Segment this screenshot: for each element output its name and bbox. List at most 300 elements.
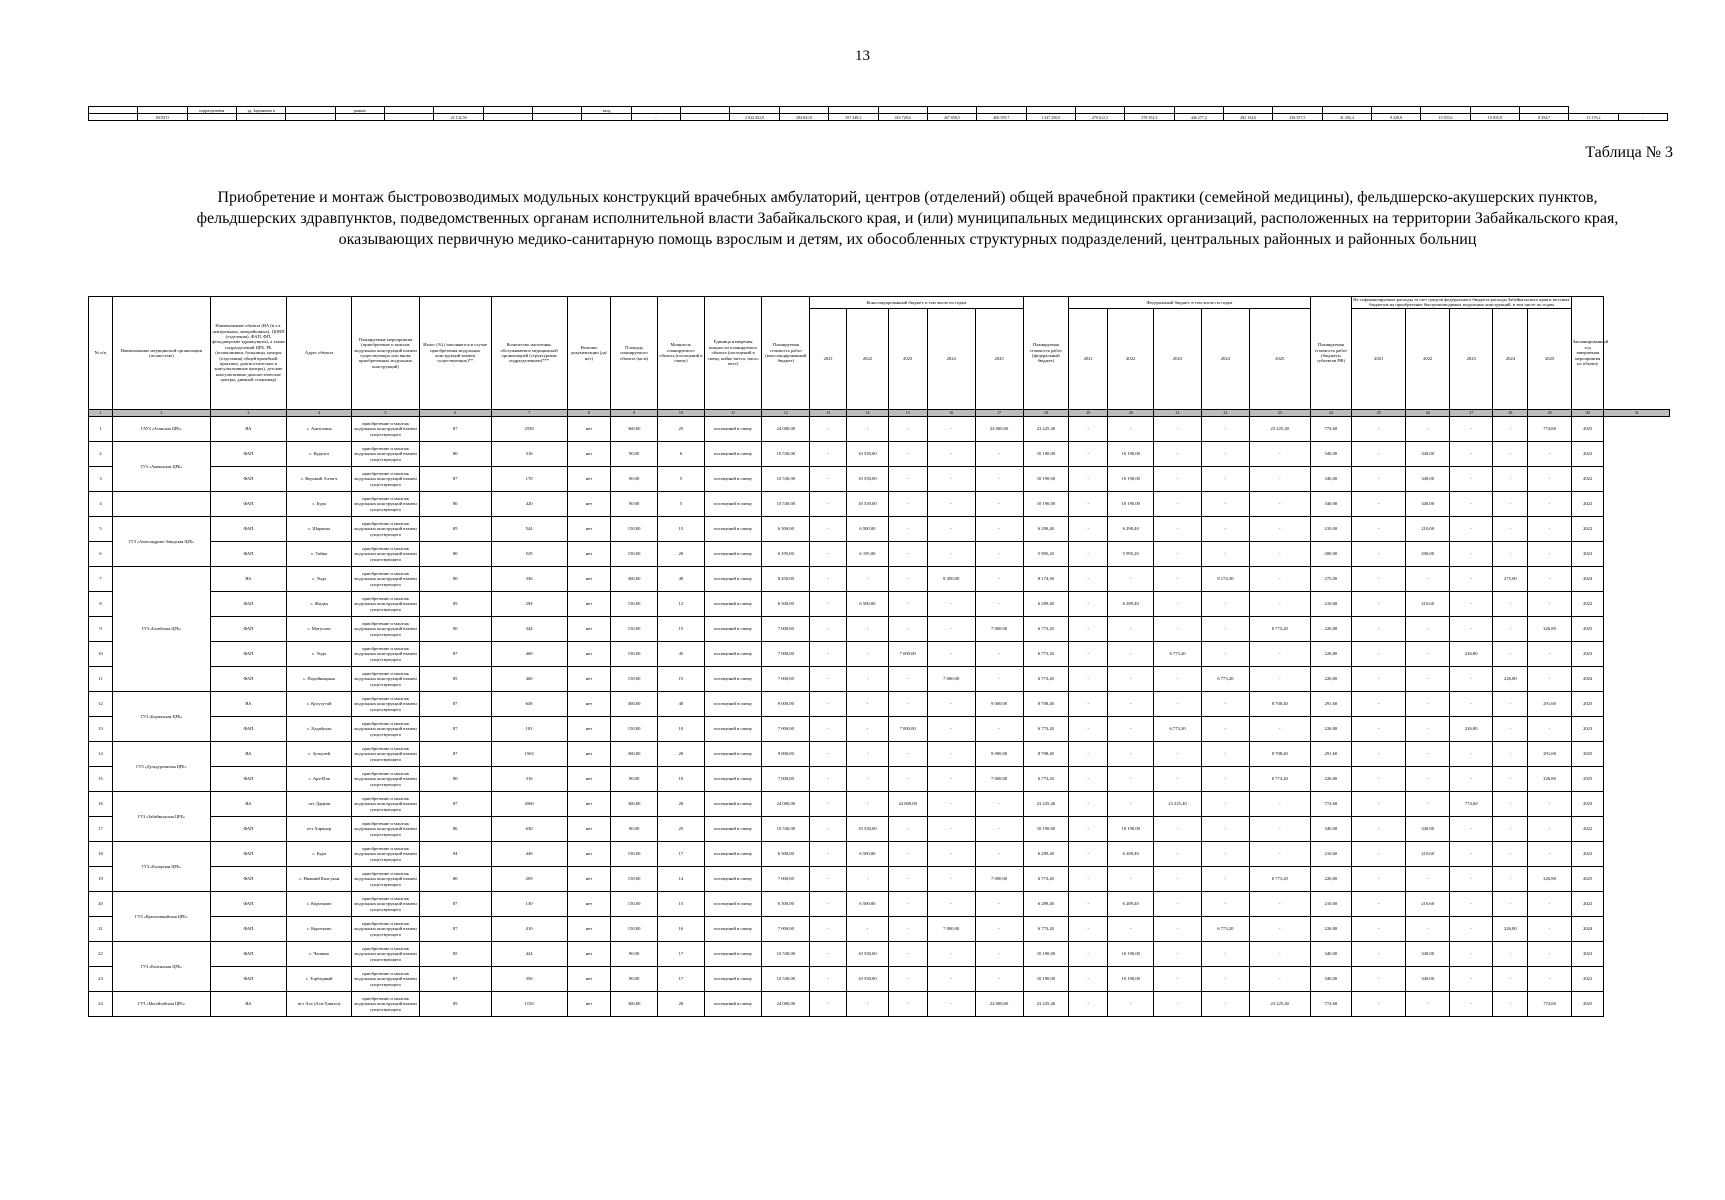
table-cell: приобретение и монтаж модульных конструкций взамен существующего	[352, 616, 419, 641]
table-cell: 23	[89, 966, 113, 991]
table-cell: 2023	[1571, 641, 1604, 666]
table-cell: 23 225,40	[1154, 791, 1202, 816]
table-cell: 25	[657, 816, 704, 841]
table-cell: 150,00	[611, 866, 658, 891]
fragment-cell: уд. Заразянова в	[237, 107, 286, 114]
table-cell: 8 450,00	[762, 566, 810, 591]
table-cell: ВА	[210, 741, 286, 766]
table-cell: посещений в смену	[704, 641, 762, 666]
table-row	[89, 791, 1670, 816]
table-cell: -	[1069, 466, 1108, 491]
table-cell: 87	[419, 716, 491, 741]
table-cell: 80	[419, 541, 491, 566]
table-cell: -	[1493, 641, 1528, 666]
document-title: Приобретение и монтаж быстровозводимых модульных конструкций врачебных амбулаторий, центров (отделений) общей врачебной практики (семейной медицины), фельдшерско-акушерских пунктов, фельдшерских здравпунктов, подведомственных органам исполнительной власти Забайкальского края, и (или) муниципальных медицинских организаций, расположенных на территории Забайкальского края, оказывающих первичную медико-санитарную помощь взрослым и детям, их обособленных структурных подразделений, центральных районных и районных больниц	[196, 189, 1619, 248]
table-cell: -	[1406, 666, 1450, 691]
column-number: 20	[1108, 409, 1154, 416]
table-cell: 10	[657, 766, 704, 791]
column-number: 4	[287, 409, 352, 416]
table-row	[89, 591, 1670, 616]
year-header: 2023	[888, 308, 927, 409]
table-cell: -	[888, 916, 927, 941]
table-cell: 17	[657, 941, 704, 966]
table-cell: 18	[89, 841, 113, 866]
table-cell: -	[1493, 441, 1528, 466]
table-cell: -	[927, 841, 975, 866]
table-cell: 1563	[491, 741, 567, 766]
fragment-cell	[927, 107, 976, 114]
year-header: 2024	[927, 308, 975, 409]
table-cell: 181	[491, 716, 567, 741]
table-cell: -	[975, 916, 1023, 941]
table-cell: приобретение и монтаж модульных конструкций взамен существующего	[352, 516, 419, 541]
table-cell: с. Бура	[287, 491, 352, 516]
table-cell: -	[1108, 866, 1154, 891]
table-cell: 2022	[1571, 966, 1604, 991]
table-cell: 7 000,00	[762, 616, 810, 641]
table-cell: -	[888, 941, 927, 966]
table-cell: приобретение и монтаж модульных конструкций взамен существующего	[352, 666, 419, 691]
table-cell: 45	[657, 641, 704, 666]
table-cell: 10 530,00	[762, 491, 810, 516]
table-cell: ФАП	[210, 541, 286, 566]
table-cell: -	[1352, 516, 1406, 541]
table-row	[89, 766, 1670, 791]
table-cell: ФАП	[210, 641, 286, 666]
table-cell: 6 500,00	[847, 841, 888, 866]
table-cell: -	[888, 966, 927, 991]
table-cell: ФАП	[210, 966, 286, 991]
table-cell: -	[1352, 591, 1406, 616]
table-cell: 6 289,40	[1023, 891, 1069, 916]
table-cell: -	[1249, 941, 1310, 966]
table-cell: 226,80	[1310, 641, 1351, 666]
table-cell: -	[1352, 791, 1406, 816]
table-cell: -	[1154, 566, 1202, 591]
table-cell: -	[847, 641, 888, 666]
table-cell: -	[1352, 616, 1406, 641]
table-cell: -	[1069, 541, 1108, 566]
table-cell: -	[1352, 641, 1406, 666]
column-number: 30	[1571, 409, 1604, 416]
table-cell: нет	[567, 541, 611, 566]
organization-cell: ГУЗ «Акшинская ЦРБ»	[112, 441, 210, 491]
table-cell: -	[1352, 916, 1406, 941]
table-cell: 2025	[1571, 691, 1604, 716]
table-cell: -	[927, 466, 975, 491]
table-cell: -	[1352, 441, 1406, 466]
table-cell: -	[1249, 491, 1310, 516]
table-cell: ФАП	[210, 841, 286, 866]
table-cell: 87	[419, 641, 491, 666]
table-cell: 6 289,40	[1108, 841, 1154, 866]
table-cell: 9 000,00	[975, 741, 1023, 766]
table-cell: ВА	[210, 991, 286, 1016]
table-cell: с. Амитхаша	[287, 416, 352, 441]
table-cell: 17	[657, 841, 704, 866]
table-cell: -	[810, 766, 847, 791]
table-cell: 10 190,00	[1108, 466, 1154, 491]
table-cell: -	[1201, 491, 1249, 516]
column-number: 23	[1249, 409, 1310, 416]
table-cell: 226,80	[1449, 641, 1493, 666]
table-cell: 275,00	[1310, 566, 1351, 591]
fragment-cell	[631, 107, 680, 114]
organization-cell: ГУЗ «Забайкальская ЦРБ»	[112, 791, 210, 841]
table-cell: -	[1069, 516, 1108, 541]
table-cell: 340,00	[1406, 941, 1450, 966]
table-cell: -	[975, 491, 1023, 516]
fragment-cell	[730, 107, 779, 114]
table-cell: с. Верхний Алтагч	[287, 466, 352, 491]
table-cell: -	[1528, 541, 1572, 566]
table-cell: 6 773,20	[1201, 666, 1249, 691]
table-cell: 210,60	[1310, 841, 1351, 866]
fragment-cell	[89, 107, 138, 114]
fragment-cell: 22 132,50	[434, 114, 483, 121]
table-cell: -	[1249, 441, 1310, 466]
table-cell: 150,00	[611, 666, 658, 691]
table-cell: -	[1069, 491, 1108, 516]
table-cell: -	[1493, 491, 1528, 516]
table-cell: 6 195,00	[847, 541, 888, 566]
table-cell: -	[1069, 566, 1108, 591]
table-cell: -	[1154, 416, 1202, 441]
table-cell: -	[927, 516, 975, 541]
table-cell: 84	[419, 841, 491, 866]
column-number: 15	[888, 409, 927, 416]
table-cell: -	[927, 541, 975, 566]
table-row	[89, 416, 1670, 441]
column-number: 27	[1449, 409, 1493, 416]
column-number: 21	[1154, 409, 1202, 416]
table-cell: 24 000,00	[888, 791, 927, 816]
table-cell: -	[1528, 591, 1572, 616]
table-cell: -	[810, 741, 847, 766]
table-cell: 23 225,40	[1023, 416, 1069, 441]
fragment-cell	[829, 107, 878, 114]
table-cell: ФАП	[210, 941, 286, 966]
table-row	[89, 966, 1670, 991]
table-cell: -	[1069, 441, 1108, 466]
table-cell: -	[1069, 416, 1108, 441]
table-row	[89, 641, 1670, 666]
table-cell: -	[1154, 541, 1202, 566]
table-cell: 13	[89, 716, 113, 741]
fragment-cell	[681, 114, 730, 121]
table-cell: ФАП	[210, 766, 286, 791]
table-cell: приобретение и монтаж модульных конструкций взамен существующего	[352, 866, 419, 891]
fragment-cell: 13 176,2	[1569, 114, 1618, 121]
col-header-wear: Износ (%) (заполняется в случае приобретения модульных конструкций взамен существующих)**	[419, 297, 491, 410]
table-cell: нет	[567, 641, 611, 666]
table-cell: посещений в смену	[704, 566, 762, 591]
table-cell: посещений в смену	[704, 541, 762, 566]
table-cell: 5	[89, 516, 113, 541]
table-cell: -	[810, 666, 847, 691]
table-cell: 10 190,00	[1023, 941, 1069, 966]
table-cell: -	[1528, 916, 1572, 941]
fragment-cell	[977, 107, 1026, 114]
table-cell: 10 530,00	[847, 491, 888, 516]
table-cell: 6 773,20	[1023, 916, 1069, 941]
fragment-cell	[335, 114, 384, 121]
table-cell: -	[1528, 566, 1572, 591]
col-header-works: Планируемые мероприятия (приобретение и монтаж модульных конструкций взамен существующих или вновь приобретенных модульных конструкций)	[352, 297, 419, 410]
table-cell: 210,60	[1310, 591, 1351, 616]
table-cell: 350	[491, 966, 567, 991]
column-number: 26	[1406, 409, 1450, 416]
table-cell: пгт Харанор	[287, 816, 352, 841]
table-cell: 360,00	[611, 791, 658, 816]
table-cell: 15	[89, 766, 113, 791]
fragment-cell	[286, 114, 335, 121]
table-cell: 291,60	[1310, 741, 1351, 766]
table-cell: 8 174,30	[1023, 566, 1069, 591]
table-cell: с. Зуткулей	[287, 741, 352, 766]
fragment-cell: 10 835,8	[1470, 114, 1519, 121]
table-cell: 19	[89, 866, 113, 891]
table-cell: 10 530,00	[847, 816, 888, 841]
table-cell: 6 773,20	[1201, 916, 1249, 941]
table-cell: 80	[419, 441, 491, 466]
col-header-federal: Федеральный бюджет, в том числе по годам	[1069, 297, 1310, 309]
table-cell: с. Унда	[287, 641, 352, 666]
column-number: 7	[491, 409, 567, 416]
table-cell: ФАП	[210, 716, 286, 741]
table-cell: 209	[491, 866, 567, 891]
table-cell: 420	[491, 491, 567, 516]
fragment-cell: 578 352,3	[1125, 114, 1174, 121]
table-cell: приобретение и монтаж модульных конструкций взамен существующего	[352, 916, 419, 941]
table-cell: -	[1249, 966, 1310, 991]
table-cell: 291,60	[1528, 741, 1572, 766]
table-cell: -	[1069, 966, 1108, 991]
table-cell: -	[1352, 491, 1406, 516]
table-cell: -	[927, 816, 975, 841]
table-cell: ФАП	[210, 866, 286, 891]
table-cell: -	[1154, 991, 1202, 1016]
table-cell: -	[1406, 991, 1450, 1016]
table-cell: нет	[567, 691, 611, 716]
table-cell: 226,80	[1310, 766, 1351, 791]
table-cell: приобретение и монтаж модульных конструкций взамен существующего	[352, 441, 419, 466]
table-cell: 360,00	[611, 416, 658, 441]
col-header-population: Количество населения, обслуживаемое медицинской организацией (структурным подразделением)***	[491, 297, 567, 410]
table-cell: -	[1108, 766, 1154, 791]
table-cell: 210,60	[1406, 891, 1450, 916]
table-cell: -	[975, 941, 1023, 966]
table-cell: -	[810, 916, 847, 941]
table-cell: -	[1493, 791, 1528, 816]
fragment-cell	[483, 114, 532, 121]
table-cell: 8	[89, 591, 113, 616]
table-cell: нет	[567, 941, 611, 966]
table-cell: 24 000,00	[975, 991, 1023, 1016]
table-cell: приобретение и монтаж модульных конструкций взамен существующего	[352, 741, 419, 766]
table-cell: -	[1352, 966, 1406, 991]
table-cell: посещений в смену	[704, 491, 762, 516]
table-cell: 6 500,00	[847, 516, 888, 541]
table-cell: 6 195,00	[762, 541, 810, 566]
fragment-cell: -	[1618, 114, 1667, 121]
table-cell: 8 450,00	[927, 566, 975, 591]
table-cell: 2022	[1571, 816, 1604, 841]
table-cell: -	[1249, 841, 1310, 866]
table-cell: -	[810, 891, 847, 916]
table-cell: 15	[657, 666, 704, 691]
table-cell: 6 773,20	[1023, 616, 1069, 641]
table-cell: -	[927, 491, 975, 516]
table-cell: -	[1154, 466, 1202, 491]
fragment-cell	[237, 114, 286, 121]
table-cell: -	[1201, 741, 1249, 766]
table-cell: 340,00	[1310, 941, 1351, 966]
table-cell: с. Ара-Иля	[287, 766, 352, 791]
table-cell: 10 530,00	[762, 466, 810, 491]
table-cell: -	[1352, 766, 1406, 791]
table-cell: 10 190,00	[1108, 491, 1154, 516]
fragment-cell	[1421, 107, 1470, 114]
table-cell: 12	[657, 591, 704, 616]
table-cell: -	[1493, 591, 1528, 616]
table-cell: 6 500,00	[762, 516, 810, 541]
col-header-regional: Не софинансируемые расходы за счет средств федерального бюджета расходы Забайкальского края и местных бюджетов на приобретение быстровозводимых модульных конструкций, в том числе по годам	[1353, 297, 1570, 308]
table-cell: 7 000,00	[762, 916, 810, 941]
table-cell: -	[1352, 941, 1406, 966]
table-cell: нет	[567, 991, 611, 1016]
table-cell: 20	[657, 791, 704, 816]
table-cell: 80	[419, 766, 491, 791]
fragment-cell: 597 448,2	[829, 114, 878, 121]
table-cell: -	[1201, 841, 1249, 866]
table-cell: -	[1449, 566, 1493, 591]
table-cell: -	[1154, 816, 1202, 841]
table-cell: 2022	[1571, 491, 1604, 516]
table-cell: -	[1108, 666, 1154, 691]
table-cell: 12	[89, 691, 113, 716]
fragment-cell: 236 357,5	[1273, 114, 1322, 121]
table-cell: -	[1493, 966, 1528, 991]
table-cell: -	[1352, 466, 1406, 491]
table-cell: 10 530,00	[847, 441, 888, 466]
table-cell: посещений в смену	[704, 816, 762, 841]
column-number: 19	[1069, 409, 1108, 416]
table-cell: 40	[657, 566, 704, 591]
table-cell: 20	[89, 891, 113, 916]
fragment-cell	[385, 107, 434, 114]
table-row	[89, 916, 1670, 941]
table-cell: ФАП	[210, 591, 286, 616]
table-cell: -	[847, 741, 888, 766]
table-cell: 16	[657, 916, 704, 941]
table-cell: -	[888, 891, 927, 916]
fragment-cell: ВСЕГО	[138, 114, 187, 121]
fragment-cell	[385, 114, 434, 121]
table-cell: посещений в смену	[704, 941, 762, 966]
organization-cell: ГУЗ «Могойтуйская ЦРБ»	[112, 991, 210, 1016]
table-cell: -	[1108, 991, 1154, 1016]
column-number: 10	[657, 409, 704, 416]
table-row	[89, 841, 1670, 866]
column-number: 12	[762, 409, 810, 416]
table-cell: -	[975, 566, 1023, 591]
fragment-cell: подразделения	[187, 107, 236, 114]
table-cell: приобретение и монтаж модульных конструкций взамен существующего	[352, 841, 419, 866]
table-cell: 6 500,00	[847, 591, 888, 616]
table-cell: -	[1154, 741, 1202, 766]
table-cell: 9 000,00	[762, 691, 810, 716]
table-cell: 336	[491, 566, 567, 591]
table-cell: 529	[491, 541, 567, 566]
table-cell: -	[1069, 591, 1108, 616]
table-cell: -	[847, 566, 888, 591]
table-cell: ВА	[210, 566, 286, 591]
table-row	[89, 716, 1670, 741]
table-cell: -	[927, 766, 975, 791]
fragment-cell	[533, 107, 582, 114]
table-cell: 7 000,00	[975, 866, 1023, 891]
table-cell: 10 190,00	[1108, 966, 1154, 991]
table-cell: -	[975, 666, 1023, 691]
table-cell: -	[810, 641, 847, 666]
table-cell: -	[810, 541, 847, 566]
column-number: 16	[927, 409, 975, 416]
table-cell: -	[810, 841, 847, 866]
table-cell: -	[1352, 566, 1406, 591]
fragment-cell: 41 292,4	[1322, 114, 1371, 121]
col-header-consolidated: Консолидированный бюджет, в том числе по годам	[810, 297, 1023, 309]
fragment-cell: рамках	[335, 107, 384, 114]
table-cell: 2022	[1571, 941, 1604, 966]
table-cell: -	[810, 991, 847, 1016]
table-cell: -	[810, 791, 847, 816]
table-cell: нет	[567, 591, 611, 616]
table-cell: 1	[89, 416, 113, 441]
table-cell: -	[1249, 541, 1310, 566]
table-cell: приобретение и монтаж модульных конструкций взамен существующего	[352, 991, 419, 1016]
fragment-cell: 2 022 452,0	[730, 114, 779, 121]
fragment-cell	[533, 114, 582, 121]
table-cell: -	[1352, 841, 1406, 866]
table-cell: посещений в смену	[704, 866, 762, 891]
table-cell: 85	[419, 591, 491, 616]
table-cell: нет	[567, 916, 611, 941]
table-cell: приобретение и монтаж модульных конструкций взамен существующего	[352, 891, 419, 916]
table-cell: 2025	[1571, 616, 1604, 641]
table-cell: 6 773,20	[1023, 641, 1069, 666]
table-cell: -	[1406, 691, 1450, 716]
table-cell: посещений в смену	[704, 766, 762, 791]
table-cell: с. Подойницыно	[287, 666, 352, 691]
table-cell: 14	[657, 866, 704, 891]
table-cell: 340,00	[1310, 466, 1351, 491]
table-cell: 11	[89, 666, 113, 691]
table-cell: 10 190,00	[1108, 816, 1154, 841]
table-cell: -	[888, 616, 927, 641]
table-cell: 7 000,00	[762, 866, 810, 891]
table-cell: -	[1154, 441, 1202, 466]
fragment-cell	[187, 114, 236, 121]
table-cell: -	[1069, 641, 1108, 666]
table-cell: -	[810, 416, 847, 441]
table-cell: 6 500,00	[762, 891, 810, 916]
column-number: 9	[611, 409, 658, 416]
fragment-cell	[878, 107, 927, 114]
table-cell: -	[1069, 616, 1108, 641]
table-cell: 226,80	[1528, 766, 1572, 791]
table-cell: 24 000,00	[975, 416, 1023, 441]
